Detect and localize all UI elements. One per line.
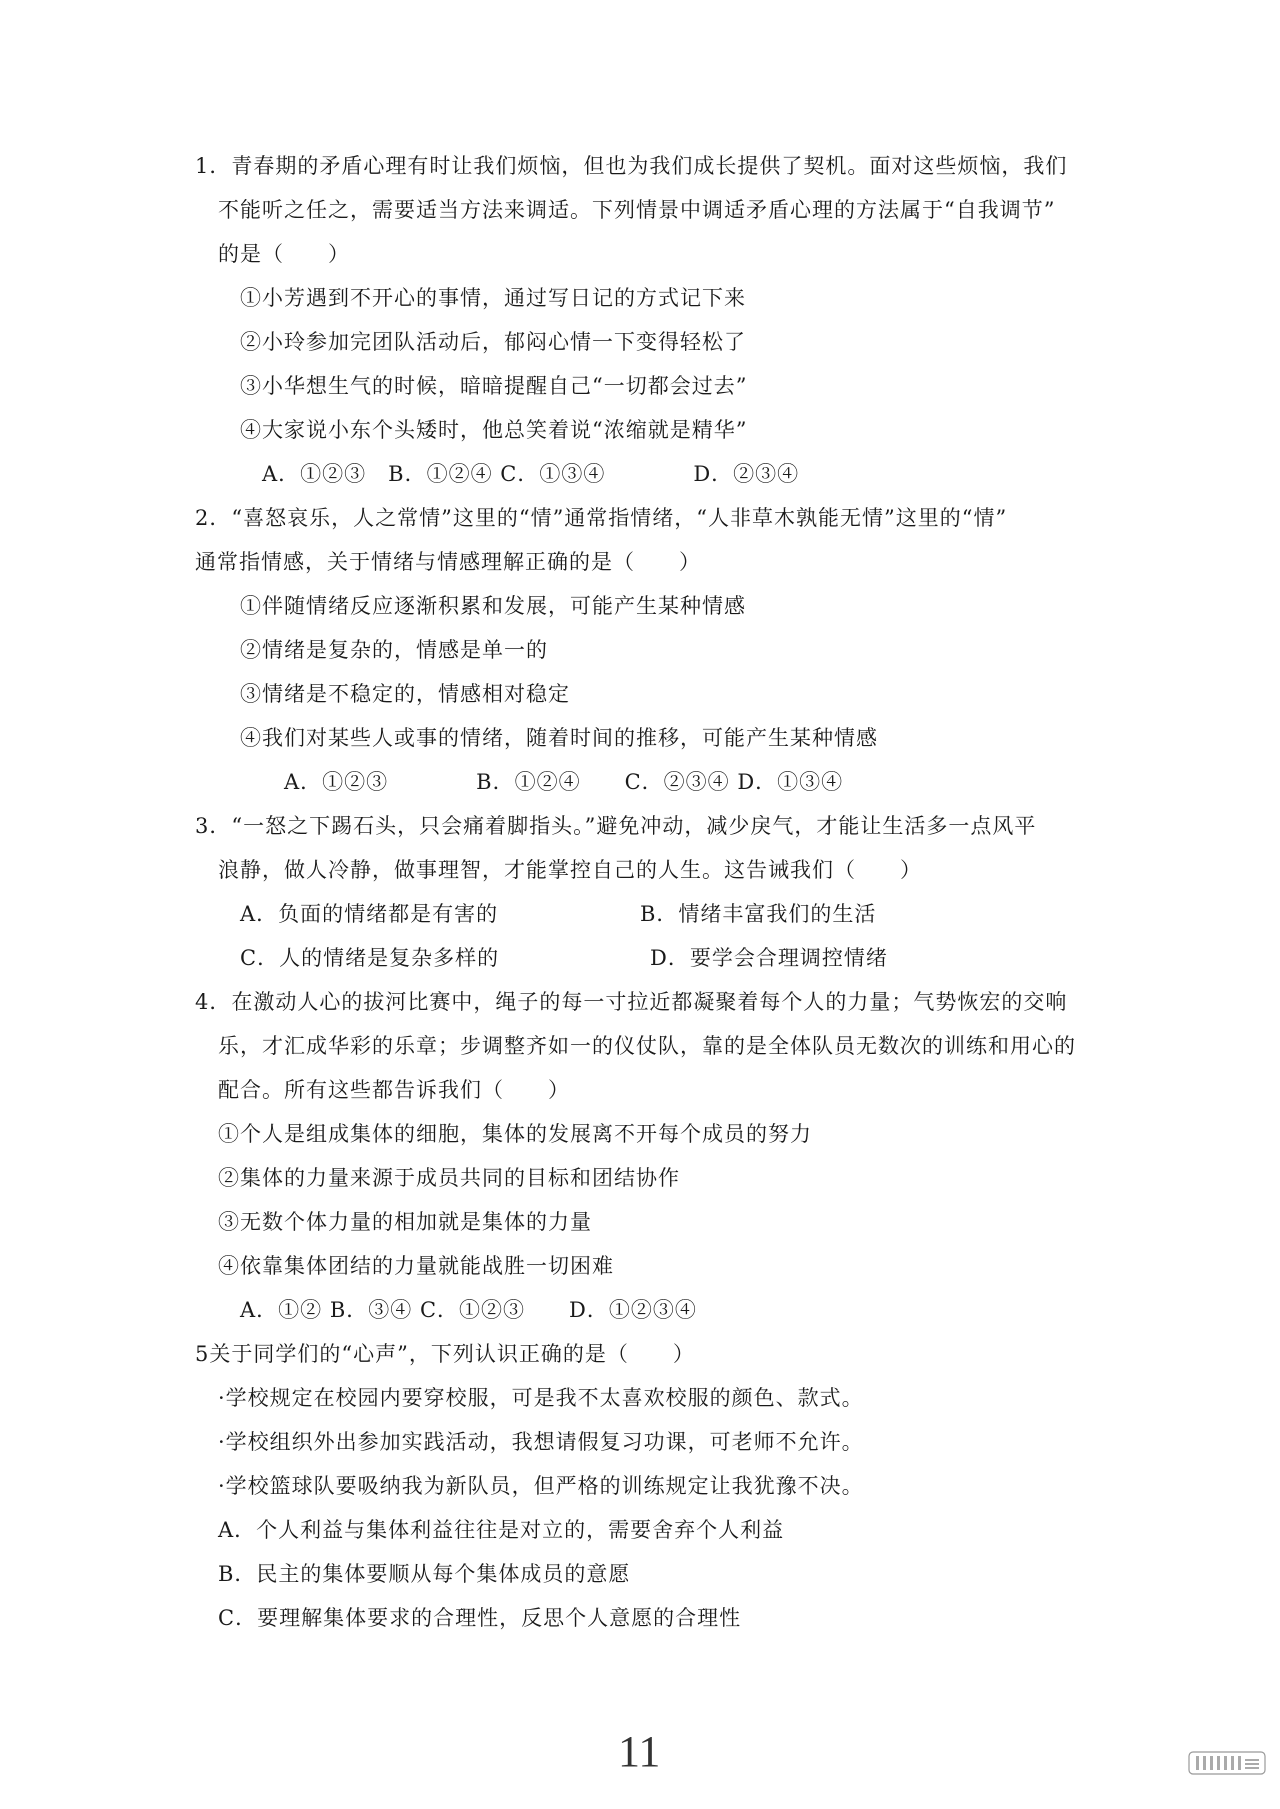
q2-options: A．①②③ B．①②④ C．②③④ D．①③④ — [284, 770, 844, 794]
q1-statement-3: ③小华想生气的时候，暗暗提醒自己“一切都会过去” — [240, 374, 748, 398]
q4-statement-4: ④依靠集体团结的力量就能战胜一切困难 — [218, 1254, 614, 1278]
q1-statement-1: ①小芳遇到不开心的事情，通过写日记的方式记下来 — [240, 286, 746, 310]
q1-stem-line1: 1．青春期的矛盾心理有时让我们烦恼，但也为我们成长提供了契机。面对这些烦恼，我们 — [195, 154, 1068, 178]
q5-option-a: A．个人利益与集体利益往往是对立的，需要舍弃个人利益 — [218, 1518, 785, 1542]
q4-statement-3: ③无数个体力量的相加就是集体的力量 — [218, 1210, 592, 1234]
q3-stem-line1: 3．“一怒之下踢石头，只会痛着脚指头。”避免冲动，减少戾气，才能让生活多一点风平 — [195, 814, 1037, 838]
q3-option-c: C．人的情绪是复杂多样的 — [240, 946, 500, 970]
q2-stem-line2: 通常指情感，关于情绪与情感理解正确的是（ ） — [195, 550, 701, 574]
q5-stem: 5关于同学们的“心声”，下列认识正确的是（ ） — [195, 1342, 695, 1366]
q4-stem-line2: 乐，才汇成华彩的乐章；步调整齐如一的仪仗队，靠的是全体队员无数次的训练和用心的 — [218, 1034, 1076, 1058]
q3-option-a: A．负面的情绪都是有害的 — [240, 902, 499, 926]
q1-stem-line2: 不能听之任之，需要适当方法来调适。下列情景中调适矛盾心理的方法属于“自我调节” — [218, 198, 1056, 222]
q2-statement-3: ③情绪是不稳定的，情感相对稳定 — [240, 682, 570, 706]
q1-statement-2: ②小玲参加完团队活动后，郁闷心情一下变得轻松了 — [240, 330, 746, 354]
q4-stem-line3: 配合。所有这些都告诉我们（ ） — [218, 1078, 570, 1102]
q2-statement-4: ④我们对某些人或事的情绪，随着时间的推移，可能产生某种情感 — [240, 726, 878, 750]
q3-option-d: D．要学会合理调控情绪 — [650, 946, 888, 970]
page-number: 11 — [618, 1727, 661, 1776]
q2-statement-1: ①伴随情绪反应逐渐积累和发展，可能产生某种情感 — [240, 594, 746, 618]
q5-option-b: B．民主的集体要顺从每个集体成员的意愿 — [218, 1562, 631, 1586]
q1-options: A．①②③ B．①②④ C．①③④ D．②③④ — [262, 462, 800, 486]
watermark-logo-icon — [1188, 1750, 1266, 1776]
q5-option-c: C．要理解集体要求的合理性，反思个人意愿的合理性 — [218, 1606, 742, 1630]
q4-statement-2: ②集体的力量来源于成员共同的目标和团结协作 — [218, 1166, 680, 1190]
q3-option-b: B．情绪丰富我们的生活 — [640, 902, 877, 926]
q1-statement-4: ④大家说小东个头矮时，他总笑着说“浓缩就是精华” — [240, 418, 748, 442]
q4-options: A．①② B．③④ C．①②③ D．①②③④ — [240, 1298, 697, 1322]
q3-stem-line2: 浪静，做人冷静，做事理智，才能掌控自己的人生。这告诫我们（ ） — [218, 858, 922, 882]
q4-stem-line1: 4．在激动人心的拔河比赛中，绳子的每一寸拉近都凝聚着每个人的力量；气势恢宏的交响 — [195, 990, 1068, 1014]
q5-bullet-2: ·学校组织外出参加实践活动，我想请假复习功课，可老师不允许。 — [218, 1430, 864, 1454]
q2-statement-2: ②情绪是复杂的，情感是单一的 — [240, 638, 548, 662]
q5-bullet-1: ·学校规定在校园内要穿校服，可是我不太喜欢校服的颜色、款式。 — [218, 1386, 864, 1410]
q4-statement-1: ①个人是组成集体的细胞，集体的发展离不开每个成员的努力 — [218, 1122, 812, 1146]
q1-stem-line3: 的是（ ） — [218, 242, 350, 266]
q5-bullet-3: ·学校篮球队要吸纳我为新队员，但严格的训练规定让我犹豫不决。 — [218, 1474, 864, 1498]
q2-stem-line1: 2．“喜怒哀乐，人之常情”这里的“情”通常指情绪，“人非草木孰能无情”这里的“情” — [195, 506, 1008, 530]
